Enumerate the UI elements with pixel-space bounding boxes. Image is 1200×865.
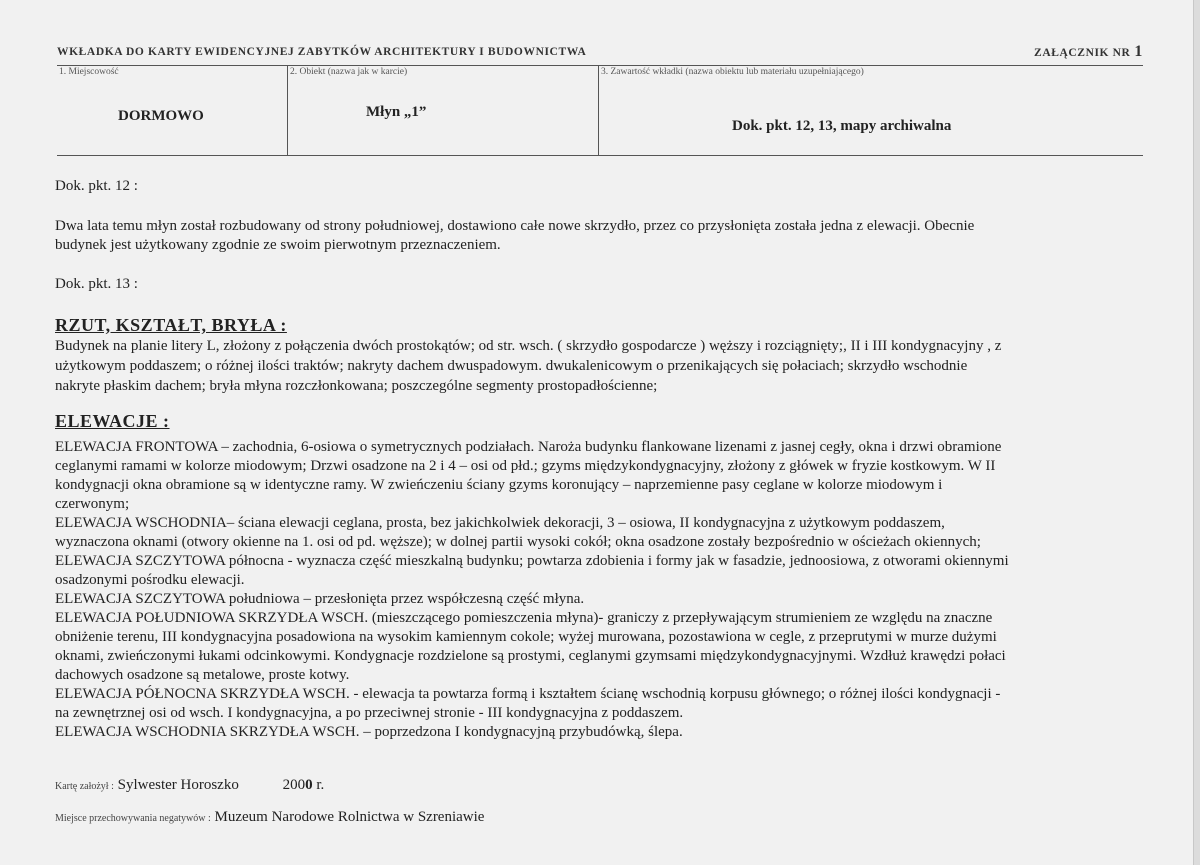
- rzut-section-title: RZUT, KSZTAŁT, BRYŁA :: [55, 315, 287, 335]
- elewacje-line: ELEWACJA WSCHODNIA SKRZYDŁA WSCH. – poprzedzona I kondygnacyjną przybudówką, ślepa.: [55, 724, 683, 740]
- field-contents-value: Dok. pkt. 12, 13, mapy archiwalna: [732, 118, 952, 134]
- elewacje-line: ELEWACJA SZCZYTOWA północna - wyznacza część mieszkalną budynku; powtarza zdobienia i formy jak w fasadzie, jednoosiowa, z otworami okiennymi: [55, 553, 1009, 569]
- attachment-label: ZAŁĄCZNIK NR: [1034, 47, 1131, 59]
- pkt12-heading: Dok. pkt. 12 :: [55, 178, 138, 194]
- pkt13-heading: Dok. pkt. 13 :: [55, 276, 138, 292]
- storage-value: Muzeum Narodowe Rolnictwa w Szreniawie: [214, 809, 485, 825]
- elewacje-line: na zewnętrznej osi od wsch. I kondygnacyjna, a po przeciwnej stronie - III kondygnacyjna z poddaszem.: [55, 705, 684, 721]
- year-digit: 0: [305, 777, 313, 793]
- field-locality-value: DORMOWO: [118, 108, 204, 124]
- elewacje-line: kondygnacji okna obramione są w identyczne ramy. W zwieńczeniu ściany gzyms koronujący – naprzemienne pasy ceglane w kolorze miodowym i: [55, 477, 943, 493]
- field-contents-label: 3. Zawartość wkładki (nazwa obiektu lub materiału uzupełniającego): [601, 67, 864, 77]
- field-locality-label: 1. Miejscowość: [59, 67, 119, 77]
- elewacje-line: ELEWACJA WSCHODNIA– ściana elewacji ceglana, prosta, bez jakichkolwiek dekoracji, 3 – osiowa, II kondygnacyjna z użytkowym poddaszem,: [55, 515, 945, 531]
- pkt12-line: budynek jest użytkowany zgodnie ze swoim pierwotnym przeznaczeniem.: [55, 237, 501, 253]
- field-object: [287, 66, 599, 155]
- field-contents: [598, 66, 1144, 155]
- author-row: [55, 776, 324, 796]
- field-object-label: 2. Obiekt (nazwa jak w karcie): [290, 67, 408, 77]
- form-table: [57, 65, 1143, 156]
- elewacje-line: ELEWACJA FRONTOWA – zachodnia, 6-osiowa o symetrycznych podziałach. Naroża budynku flankowane lizenami z jasnej cegły, okna i drzwi obramione: [55, 439, 1002, 455]
- attachment-value: 1: [1134, 43, 1143, 60]
- rzut-line: użytkowym poddaszem; o różnej ilości traktów; nakryty dachem dwuspadowym. dwukalenicowym o przenikających się połaciach; skrzydło wschodnie: [55, 358, 968, 374]
- attachment-number: [1034, 43, 1143, 61]
- elewacje-line: dachowych osadzone są metalowe, proste kotwy.: [55, 667, 350, 683]
- elewacje-line: oknami, zwieńczonymi łukami odcinkowymi. Kondygnacje rozdzielone są prostymi, ceglanymi gzymsami międzykondygnacyjnymi. Wzdłuż krawędzi połaci: [55, 648, 1006, 664]
- author-label: Kartę założył :: [55, 781, 114, 792]
- elewacje-line: ELEWACJA PÓŁNOCNA SKRZYDŁA WSCH. - elewacja ta powtarza formą i kształtem ścianę wschodnią korpusu głównego; o różnej ilości kondygnacji -: [55, 686, 1001, 702]
- elewacje-section-title: ELEWACJE :: [55, 411, 170, 431]
- page-edge: [1193, 0, 1200, 865]
- pkt12-line: Dwa lata temu młyn został rozbudowany od strony południowej, dostawiono całe nowe skrzydło, przez co przysłonięta została jedna z elewacji. Obecnie: [55, 218, 975, 234]
- field-locality: [57, 66, 287, 155]
- elewacje-line: ELEWACJA POŁUDNIOWA SKRZYDŁA WSCH. (mieszczącego pomieszczenia młyna)- graniczy z przepływającym strumieniem ze względu na znaczne: [55, 610, 993, 626]
- rzut-line: nakryte płaskim dachem; bryła młyna rozczłonkowana; poszczególne segmenty prostopadłościenne;: [55, 378, 658, 394]
- field-object-value: Młyn „1”: [366, 104, 427, 120]
- elewacje-line: obniżenie terenu, III kondygnacyjna posadowiona na wysokim kamiennym cokole; wyżej murowana, pozostawiona w cegle, z przeprutymi w murze dużymi: [55, 629, 997, 645]
- document-header: [57, 43, 1143, 60]
- rzut-line: Budynek na planie litery L, złożony z połączenia dwóch prostokątów; od str. wsch. ( skrzydło gospodarcze ) węższy i rozciągnięty;, II i III kondygnacyjny , z: [55, 338, 1002, 354]
- year-prefix: 200: [282, 777, 306, 793]
- elewacje-line: ceglanymi ramami w kolorze miodowym; Drzwi osadzone na 2 i 4 – osi od płd.; gzyms międzykondygnacyjny, złożony z główek w fryzie kostkowym. W II: [55, 458, 996, 474]
- year-suffix: r.: [316, 777, 325, 793]
- author-name: Sylwester Horoszko: [117, 777, 239, 793]
- elewacje-line: wyznaczona oknami (otwory okienne na 1. osi od pd. węższe); w dolnej partii wysoki cokół; okna osadzone zostały bezpośrednio w ościeżach okiennych;: [55, 534, 981, 550]
- year-value: [283, 777, 325, 793]
- storage-row: [55, 808, 484, 828]
- elewacje-line: ELEWACJA SZCZYTOWA południowa – przesłonięta przez współczesną część młyna.: [55, 591, 585, 607]
- header-title: WKŁADKA DO KARTY EWIDENCYJNEJ ZABYTKÓW ARCHITEKTURY I BUDOWNICTWA: [57, 46, 587, 58]
- storage-label: Miejsce przechowywania negatywów :: [55, 813, 211, 824]
- elewacje-line: osadzonymi pośrodku elewacji.: [55, 572, 245, 588]
- elewacje-line: czerwonym;: [55, 496, 130, 512]
